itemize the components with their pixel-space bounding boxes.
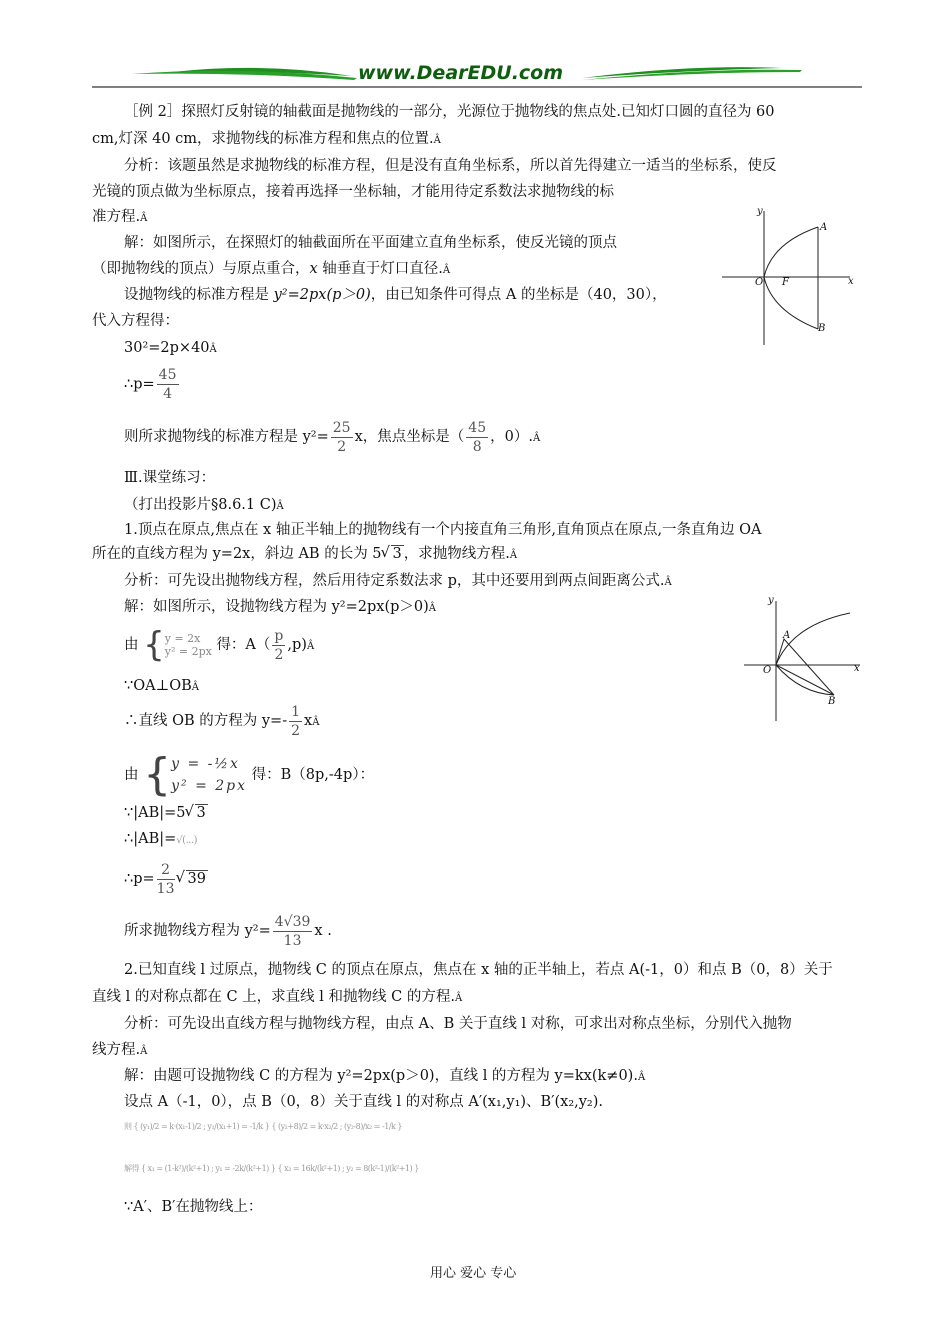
set-points: 设点 A（-1，0），点 B（0，8）关于直线 l 的对称点 A′(x₁,y₁)、B′(x₂,y₂). — [124, 1094, 604, 1110]
an2b: 线方程.Â — [92, 1042, 148, 1058]
ex2-p3a: 解：如图所示，在探照灯的轴截面所在平面建立直角坐标系，使反光镜的顶点 — [124, 235, 617, 251]
q1a: 1.顶点在原点,焦点在 x 轴正半轴上的抛物线有一个内接直角三角形,直角顶点在原点,一条直角边 OA — [124, 522, 762, 538]
fig1-label-o: O — [755, 277, 764, 288]
fig1-label-f: F — [782, 277, 789, 288]
final-eq: 所求抛物线方程为 y²= $\frac{4√39}{13}$ x . — [124, 913, 332, 949]
figure-parabola-2 — [740, 595, 865, 723]
frac-45-4: $\frac{45}{4}$ — [158, 367, 177, 402]
sys2-line: 由 { y = -½x y² = 2px 得：B（8p,-4p）： — [124, 749, 375, 800]
ex2-eq1: 30²=2p×40Â — [124, 340, 217, 356]
last-line: ∵A′、B′在抛物线上： — [124, 1199, 263, 1215]
sys1-line: 由 { y = 2x y² = 2px 得：A（ $\frac{p}{2}$ ,p)Â — [124, 625, 315, 665]
footer-text: 用心 爱心 专心 — [430, 1266, 517, 1281]
header-logo-text[interactable]: www.DearEDU.com — [358, 62, 564, 84]
ab1: ∵|AB|=5√ 3 — [124, 803, 208, 823]
fig1-label-y: y — [757, 206, 763, 217]
practice-subtitle: （打出投影片§8.6.1 C)Â — [124, 497, 284, 513]
fig1-label-x: x — [848, 276, 854, 287]
q2b: 直线 l 的对称点都在 C 上，求直线 l 和抛物线 C 的方程.Â — [92, 989, 463, 1005]
q2a: 2.已知直线 l 过原点，抛物线 C 的顶点在原点，焦点在 x 轴的正半轴上，若点 A(-1，0）和点 B（0，8）关于 — [124, 962, 833, 978]
an2a: 分析：可先设出直线方程与抛物线方程，由点 A、B 关于直线 l 对称，可求出对称点坐标，分别代入抛物 — [124, 1016, 792, 1032]
blur-eq-1: 则 { (y₁)/2 = k·(x₁-1)/2 ; y₁/(x₁+1) = -1/k } { (y₂+8)/2 = k·x₂/2 ; (y₂-8)/x₂ = -1/k } — [124, 1122, 402, 1131]
sol2: 解：由题可设抛物线 C 的方程为 y²=2px(p＞0)，直线 l 的方程为 y=kx(k≠0).Â — [124, 1068, 646, 1084]
frac-25-2: $\frac{25}{2}$ — [332, 419, 351, 455]
ex2-eq2: ∴p= $\frac{45}{4}$ — [124, 367, 177, 402]
fig2-label-y: y — [768, 595, 774, 606]
ex2-p2c: 准方程.Â — [92, 209, 148, 225]
fig2-label-b: B — [828, 696, 836, 707]
q1b: 所在的直线方程为 y=2x，斜边 AB 的长为 5√ 3 ，求抛物线方程.Â — [92, 544, 517, 566]
frac-45-8: $\frac{45}{8}$ — [468, 419, 487, 455]
an1: 分析：可先设出抛物线方程，然后用待定系数法求 p，其中还要用到两点间距离公式.Â — [124, 573, 672, 589]
practice-title: Ⅲ.课堂练习： — [124, 470, 216, 486]
ex2-p2b: 光镜的顶点做为坐标原点，接着再选择一坐标轴，才能用待定系数法求抛物线的标 — [92, 184, 614, 200]
ex2-p4: 设抛物线的标准方程是 y²=2px(p＞0)，由已知条件可得点 A 的坐标是（40，30）， — [124, 287, 667, 303]
ex2-p1a: ［例 2］探照灯反射镜的轴截面是抛物线的一部分，光源位于抛物线的焦点处.已知灯口圆的直径为 60 — [124, 104, 775, 120]
figure-parabola-1 — [722, 205, 862, 347]
fig2-label-a: A — [783, 630, 791, 641]
fig2-label-o: O — [763, 665, 772, 676]
p-value: ∴p= $\frac{2}{13}$ √ 39 — [124, 860, 208, 898]
blur-eq-2: 解得 { x₁ = (1-k²)/(k²+1) ; y₁ = -2k/(k²+1) } { x₂ = 16k/(k²+1) ; y₂ = 8(k²-1)/(k²+1) } — [124, 1164, 419, 1173]
ex2-result: 则所求抛物线的标准方程是 y²= $\frac{25}{2}$ x，焦点坐标是（ $\frac{45}{8}$ ，0）.Â — [124, 419, 541, 455]
fig1-label-b: B — [818, 323, 826, 334]
ex2-p4b: 代入方程得： — [92, 313, 179, 329]
fig2-label-x: x — [854, 663, 860, 674]
fig1-label-a: A — [820, 222, 828, 233]
ex2-p2a: 分析：该题虽然是求抛物线的标准方程，但是没有直角坐标系，所以首先得建立一适当的坐标系，使反 — [124, 158, 777, 174]
ex2-p3b: （即抛物线的顶点）与原点重合，x 轴垂直于灯口直径.Â — [92, 261, 451, 277]
sol1: 解：如图所示，设抛物线方程为 y²=2px(p＞0)Â — [124, 599, 437, 615]
ab2: ∴|AB|=√(...) — [124, 831, 197, 847]
perp-line: ∵OA⊥OBÂ — [124, 678, 199, 694]
ex2-p1b: cm,灯深 40 cm，求抛物线的标准方程和焦点的位置.Â — [92, 131, 441, 147]
line-ob: ∴直线 OB 的方程为 y=- $\frac{1}{2}$ xÂ — [124, 703, 320, 739]
